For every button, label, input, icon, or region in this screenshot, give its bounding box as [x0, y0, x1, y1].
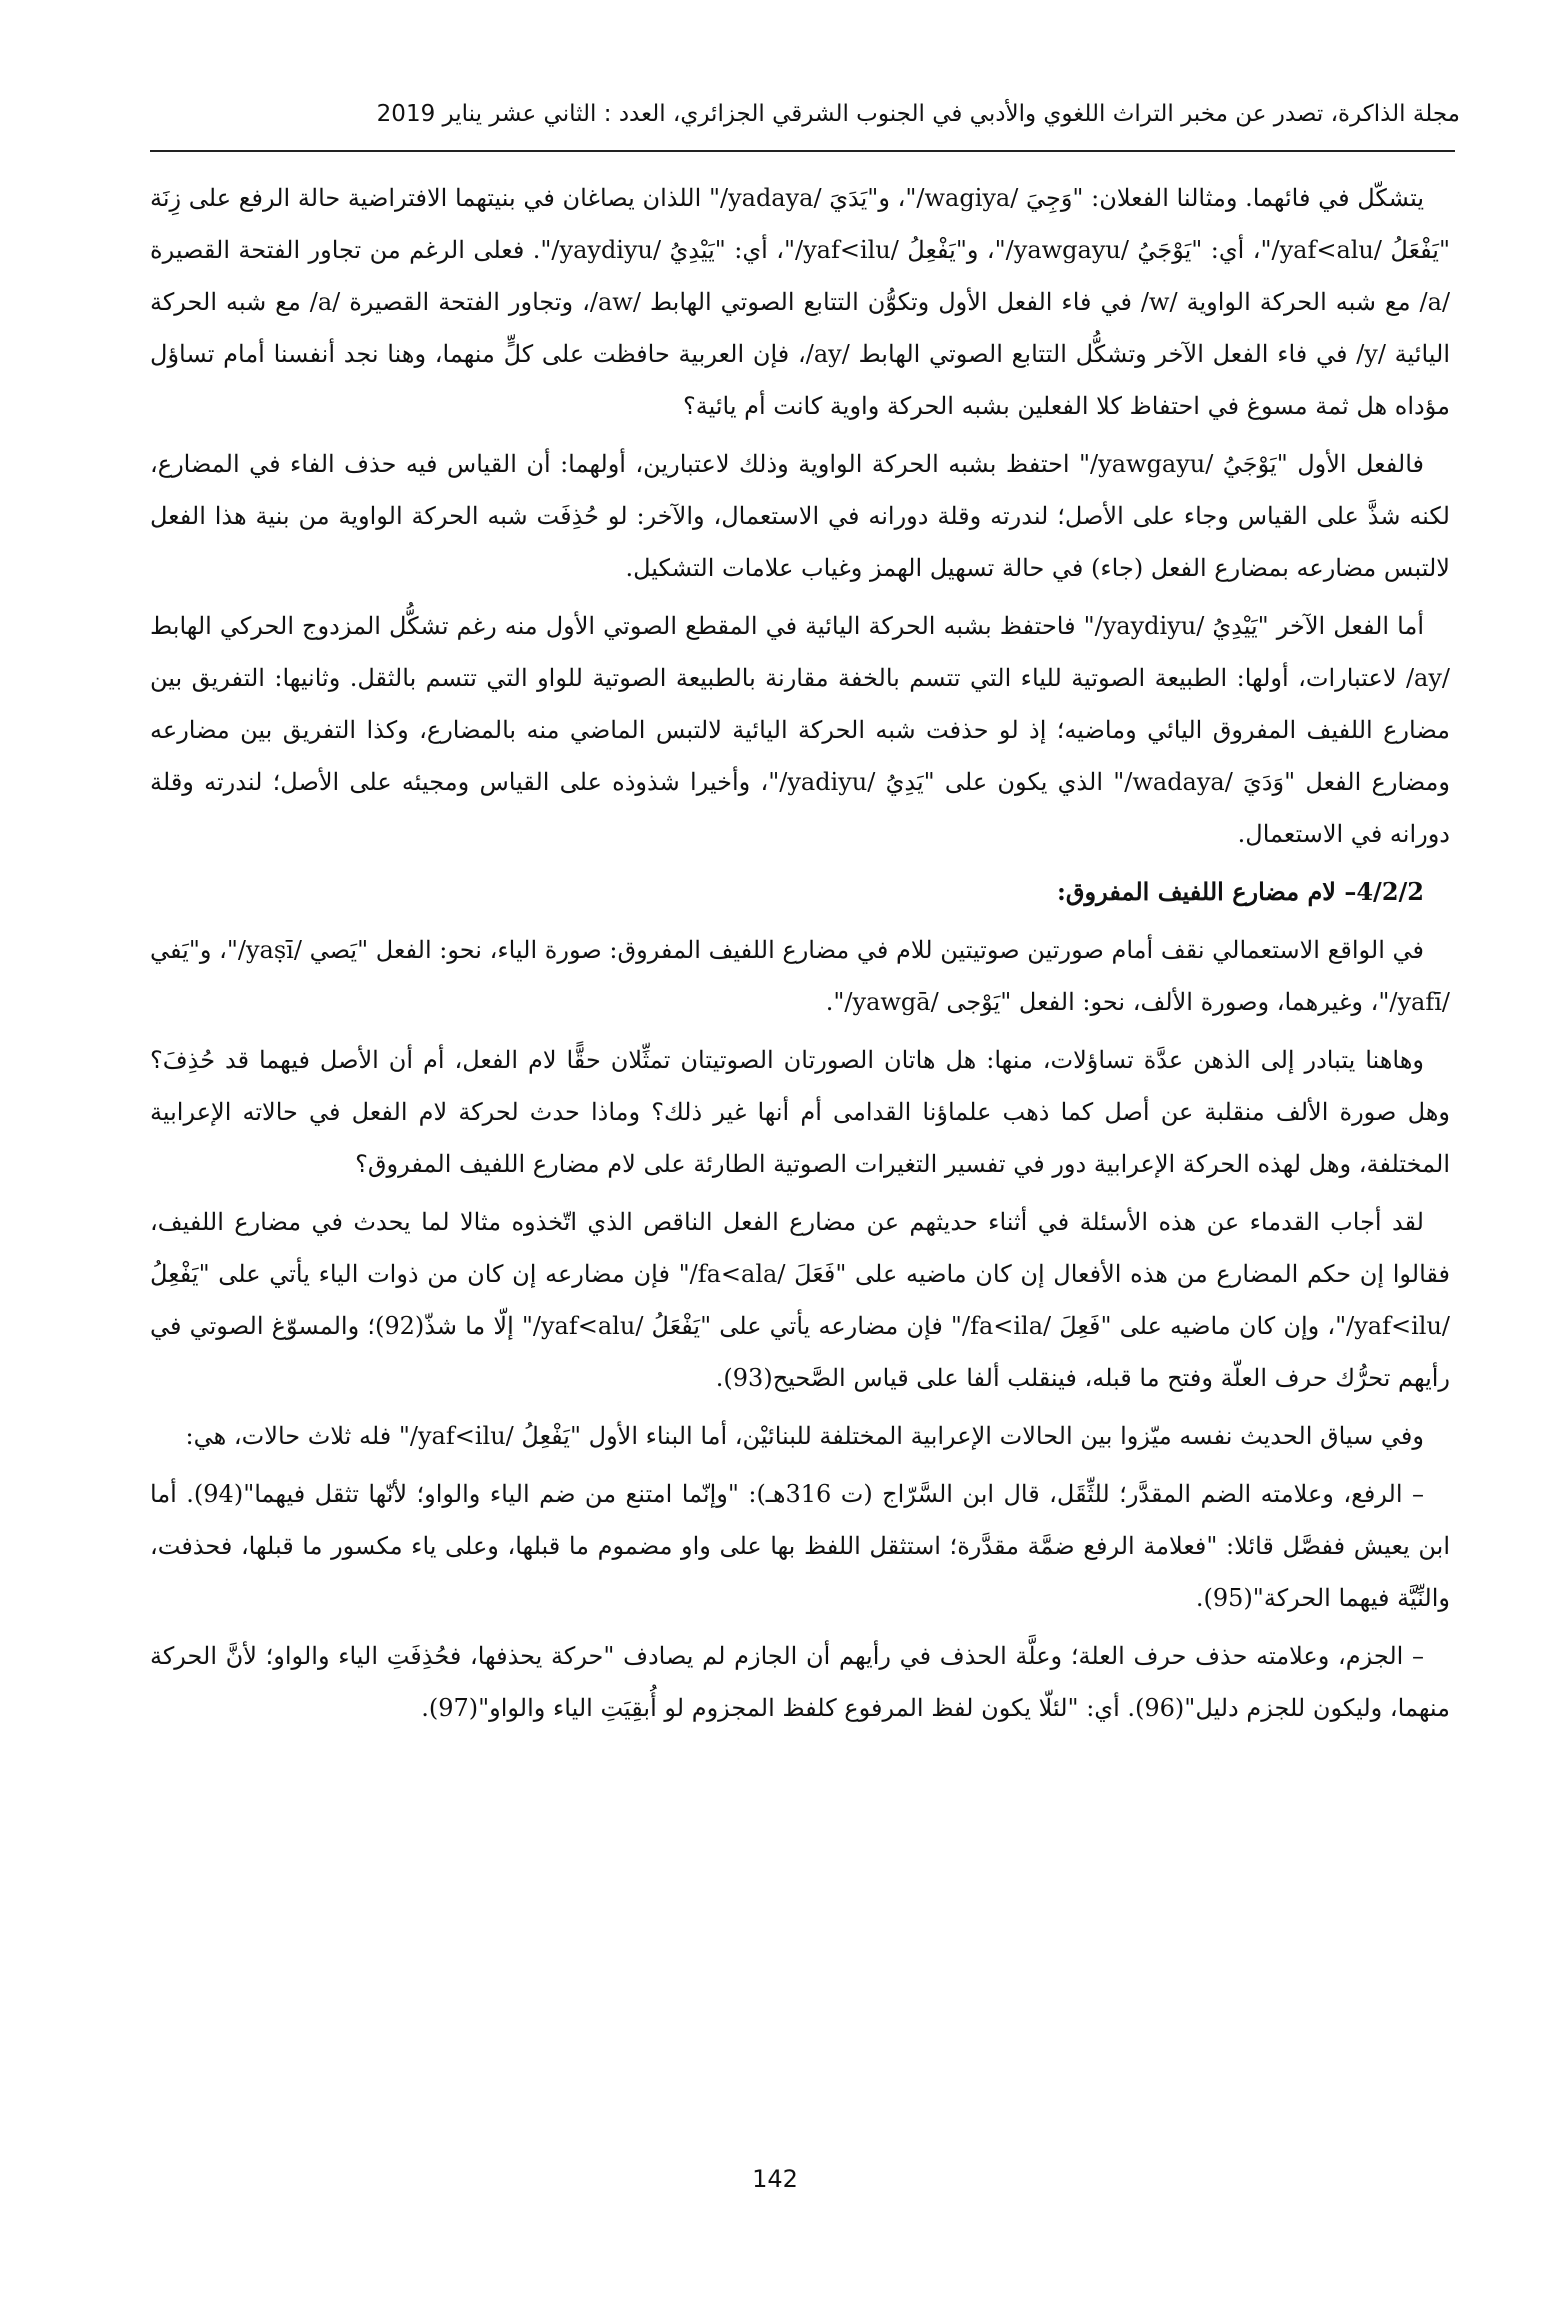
paragraph: أما الفعل الآخر "يَيْدِيُ /yaydiyu/" فاحتفظ بشبه الحركة اليائية في المقطع الصوتي الأول منه رغم تشكُّل المزدوج الحركي الهابط /ay/ لاعتبارات، أولها: الطبيعة الصوتية للياء التي تتسم بالخفة مقارنة بالطبيعة الصوتية للواو التي تتسم بالثقل. وثانيها: التفريق بين مضارع اللفيف المفروق اليائي وماضيه؛ إذ لو حذفت شبه الحركة اليائية لالتبس الماضي منه بالمضارع، وكذا التفريق بين مضارعه ومضارع الفعل "وَدَيَ /wadaya/" الذي يكون على "يَدِيُ /yadiyu/"، وأخيرا شذوذه على القياس ومجيئه على الأصل؛ لندرته وقلة دورانه في الاستعمال.	[150, 612, 1450, 848]
paragraph: – الجزم، وعلامته حذف حرف العلة؛ وعلَّة الحذف في رأيهم أن الجازم لم يصادف "حركة يحذفها، فحُذِفَتِ الياء والواو؛ لأنَّ الحركة منهما، وليكون للجزم دليل"(96). أي: "لئلّا يكون لفظ المرفوع كلفظ المجزوم لو أُبقِيَتِ الياء والواو"(97).	[150, 1642, 1450, 1722]
header-rule	[150, 150, 1455, 152]
paragraph: في الواقع الاستعمالي نقف أمام صورتين صوتيتين للام في مضارع اللفيف المفروق: صورة الياء، نحو: الفعل "يَصي /yaṣī/"، و"يَفي /yafī/"، وغيرهما، وصورة الألف، نحو: الفعل "يَوْجى /yawgā/".	[150, 936, 1450, 1016]
paragraph: – الرفع، وعلامته الضم المقدَّر؛ للثِّقَل، قال ابن السَّرّاج (ت 316هـ): "وإنّما امتنع من ضم الياء والواو؛ لأنّها تثقل فيهما"(94). أما ابن يعيش ففصَّل قائلا: "فعلامة الرفع ضمَّة مقدَّرة؛ استثقل اللفظ بها على واو مضموم ما قبلها، وعلى ياء مكسور ما قبلها، فحذفت، والنِّيَّة فيهما الحركة"(95).	[150, 1480, 1450, 1612]
paragraph: وفي سياق الحديث نفسه ميّزوا بين الحالات الإعرابية المختلفة للبنائيْن، أما البناء الأول "يَفْعِلُ /yaf<ilu/" فله ثلاث حالات، هي:	[185, 1422, 1424, 1450]
page-number: 142	[752, 2165, 798, 2193]
paragraph: وهاهنا يتبادر إلى الذهن عدَّة تساؤلات، منها: هل هاتان الصورتان الصوتيتان تمثِّلان حقًّا لام الفعل، أم أن الأصل فيهما قد حُذِفَ؟ وهل صورة الألف منقلبة عن أصل كما ذهب علماؤنا القدامى أم أنها غير ذلك؟ وماذا حدث لحركة لام الفعل في حالاته الإعرابية المختلفة، وهل لهذه الحركة الإعرابية دور في تفسير التغيرات الصوتية الطارئة على لام مضارع اللفيف المفروق؟	[150, 1046, 1450, 1178]
paragraph: يتشكّل في فائهما. ومثالنا الفعلان: "وَجِيَ /wagiya/"، و"يَدَيَ /yadaya/" اللذان يصاغان في بنيتهما الافتراضية حالة الرفع على زِنَة "يَفْعَلُ /yaf<alu/"، أي: "يَوْجَيُ /yawgayu/"، و"يَفْعِلُ /yaf<ilu/"، أي: "يَيْدِيُ /yaydiyu/". فعلى الرغم من تجاور الفتحة القصيرة /a/ مع شبه الحركة الواوية /w/ في فاء الفعل الأول وتكوُّن التتابع الصوتي الهابط /aw/، وتجاور الفتحة القصيرة /a/ مع شبه الحركة اليائية /y/ في فاء الفعل الآخر وتشكُّل التتابع الصوتي الهابط /ay/، فإن العربية حافظت على كلٍّ منهما، وهنا نجد أنفسنا أمام تساؤل مؤداه هل ثمة مسوغ في احتفاظ كلا الفعلين بشبه الحركة واوية كانت أم يائية؟	[150, 184, 1450, 420]
article-body	[150, 172, 1450, 2092]
paragraph: لقد أجاب القدماء عن هذه الأسئلة في أثناء حديثهم عن مضارع الفعل الناقص الذي اتّخذوه مثالا لما يحدث في مضارع اللفيف، فقالوا إن حكم المضارع من هذه الأفعال إن كان ماضيه على "فَعَلَ /fa<ala/" فإن مضارعه إن كان من ذوات الياء يأتي على "يَفْعِلُ /yaf<ilu/"، وإن كان ماضيه على "فَعِلَ /fa<ila/" فإن مضارعه يأتي على "يَفْعَلُ /yaf<alu/" إلّا ما شذّ(92)؛ والمسوّغ الصوتي في رأيهم تحرُّك حرف العلّة وفتح ما قبله، فينقلب ألفا على قياس الصَّحيح(93).	[150, 1208, 1450, 1392]
paragraph: فالفعل الأول "يَوْجَيُ /yawgayu/" احتفظ بشبه الحركة الواوية وذلك لاعتبارين، أولهما: أن القياس فيه حذف الفاء في المضارع، لكنه شذَّ على القياس وجاء على الأصل؛ لندرته وقلة دورانه في الاستعمال، والآخر: لو حُذِفَت شبه الحركة الواوية من بنية هذا الفعل لالتبس مضارعه بمضارع الفعل (جاء) في حالة تسهيل الهمز وغياب علامات التشكيل.	[150, 450, 1450, 582]
section-heading: 4/2/2– لام مضارع اللفيف المفروق:	[1057, 877, 1424, 906]
running-header: مجلة الذاكرة، تصدر عن مخبر التراث اللغوي والأدبي في الجنوب الشرقي الجزائري، العدد : الثاني عشر يناير 2019	[376, 101, 1460, 127]
